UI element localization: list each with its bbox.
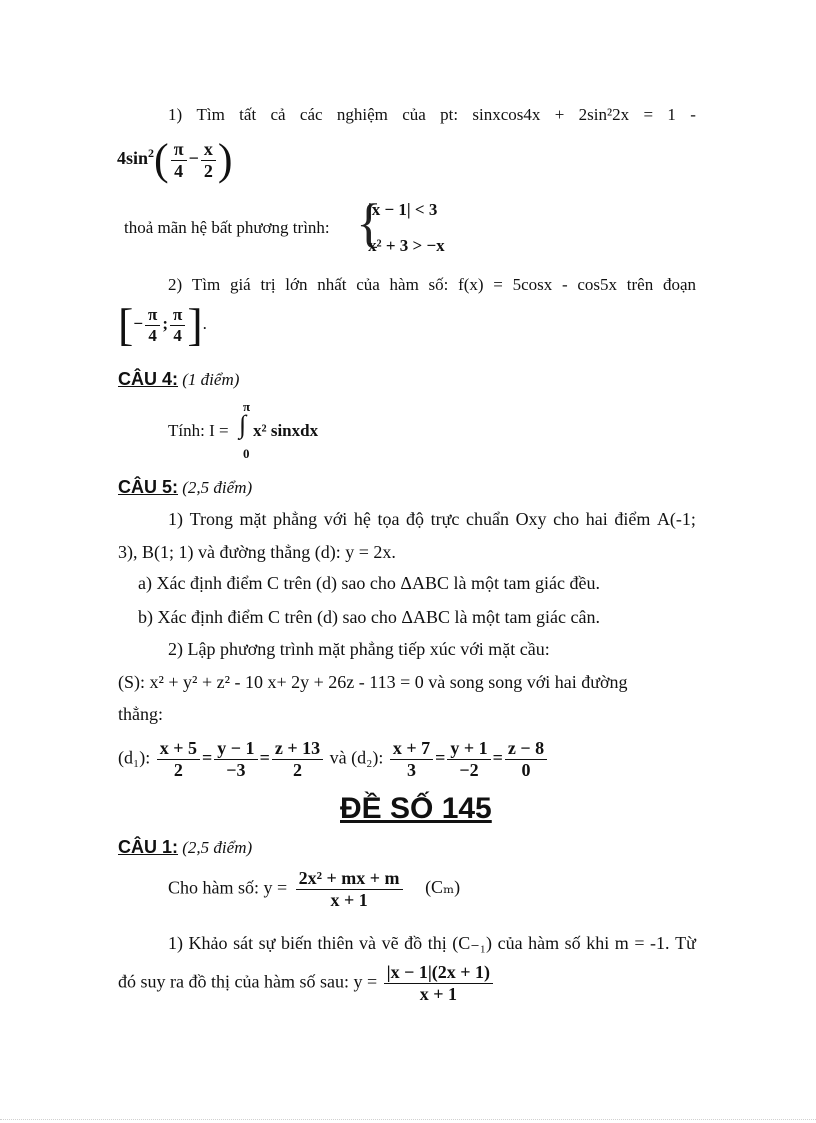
word: sinxcos4x bbox=[472, 105, 541, 124]
word: 2sin²2x bbox=[578, 105, 630, 124]
system-brace: { bbox=[356, 193, 382, 253]
word: Tìm bbox=[196, 105, 225, 124]
word: Trong bbox=[189, 509, 233, 529]
d2-label: (d₂): bbox=[351, 747, 384, 768]
q5-part-a: a) Xác định điểm C trên (d) sao cho ΔABC là một tam giác đều. bbox=[138, 573, 600, 593]
q5-part1-line1 bbox=[168, 510, 696, 528]
left-bracket: [ bbox=[118, 299, 134, 350]
word: mặt bbox=[239, 509, 267, 529]
word: -1. bbox=[650, 933, 670, 953]
q4-heading-row bbox=[118, 370, 239, 388]
integrand: x² sinxdx bbox=[253, 421, 319, 440]
word: điểm bbox=[614, 509, 651, 529]
word: sát bbox=[233, 933, 254, 953]
word: + bbox=[554, 105, 565, 124]
word: Tìm bbox=[191, 275, 221, 294]
word: nghiệm bbox=[336, 105, 388, 124]
system-line-2: x² + 3 > −x bbox=[368, 236, 445, 255]
word: sự bbox=[258, 933, 276, 953]
integral-lower-limit: 0 bbox=[243, 446, 250, 461]
word: Khảo bbox=[188, 933, 228, 953]
integral-sign: ∫ bbox=[239, 410, 247, 439]
word: tọa bbox=[377, 509, 400, 529]
word: lớn bbox=[285, 275, 308, 294]
word: hàm bbox=[389, 275, 419, 294]
word: hàm bbox=[528, 933, 560, 953]
word: vẽ bbox=[381, 933, 399, 953]
q5-heading-row bbox=[118, 478, 252, 496]
word: 1) bbox=[168, 933, 183, 953]
d1-label: (d₁): bbox=[118, 747, 151, 768]
word: (C₋₁) bbox=[452, 933, 493, 953]
left-paren: ( bbox=[154, 135, 169, 184]
q5-part2-line1: 2) Lập phương trình mặt phẳng tiếp xúc với mặt cầu: bbox=[168, 639, 550, 659]
exam-title: ĐỀ SỐ 145 bbox=[340, 792, 492, 825]
word: khi bbox=[586, 933, 610, 953]
q1-part1-line2: đó suy ra đồ thị của hàm số sau: y = $\frac{|x - 1|(2x + 1)}{x + 1}$ bbox=[118, 962, 495, 1004]
word: pt: bbox=[440, 105, 459, 124]
q4-text: Tính: I = bbox=[168, 421, 229, 440]
word: của bbox=[356, 275, 380, 294]
word: trên bbox=[626, 275, 654, 294]
q3-part1-line1 bbox=[168, 106, 696, 123]
word: với bbox=[323, 509, 348, 529]
word: f(x) bbox=[458, 275, 484, 294]
q5-part-b: b) Xác định điểm C trên (d) sao cho ΔABC là một tam giác cân. bbox=[138, 607, 600, 627]
word: thị bbox=[427, 933, 447, 953]
word: số bbox=[564, 933, 581, 953]
right-bracket: ] bbox=[187, 299, 203, 350]
word: và bbox=[359, 933, 377, 953]
word: cả bbox=[270, 105, 286, 124]
q1-points: (2,5 điểm) bbox=[182, 838, 253, 857]
word: của bbox=[402, 105, 426, 124]
q5-part1-line2: 3), B(1; 1) và đường thẳng (d): y = 2x. bbox=[118, 542, 396, 562]
word: = bbox=[493, 275, 503, 294]
sin-func: sin bbox=[126, 148, 149, 169]
word: m bbox=[614, 933, 629, 953]
right-paren: ) bbox=[217, 135, 233, 184]
interval: [− $\frac{\pi}{4}$ ; $\frac{\pi}{4}$ ]. bbox=[118, 299, 207, 350]
q1-part1-line1 bbox=[168, 934, 696, 952]
q5-part2-line3: thẳng: bbox=[118, 704, 163, 724]
word: Từ bbox=[675, 933, 696, 953]
word: = bbox=[634, 933, 645, 953]
word: cos5x bbox=[577, 275, 618, 294]
word: A(-1; bbox=[656, 509, 696, 529]
word: 5cosx bbox=[512, 275, 553, 294]
word: trị bbox=[260, 275, 276, 294]
word: của bbox=[497, 933, 523, 953]
word: - bbox=[690, 105, 696, 124]
word: cho bbox=[553, 509, 580, 529]
word: tất bbox=[239, 105, 257, 124]
q1-heading: CÂU 1: bbox=[118, 837, 179, 857]
word: 1) bbox=[168, 509, 183, 529]
word: các bbox=[299, 105, 323, 124]
word: đoạn bbox=[662, 275, 696, 294]
word: hệ bbox=[353, 509, 371, 529]
word: phẳng bbox=[273, 509, 318, 529]
curve-label: (Cₘ) bbox=[425, 877, 461, 898]
word: 2) bbox=[168, 275, 183, 294]
word: = bbox=[643, 105, 654, 124]
word: nhất bbox=[317, 275, 347, 294]
word: biến bbox=[280, 933, 312, 953]
q5-heading: CÂU 5: bbox=[118, 477, 179, 497]
q3-part2-line1 bbox=[168, 276, 696, 293]
word: hai bbox=[585, 509, 608, 529]
q3-part1-line2: $4\sin^2$( $\frac{\pi}{4}$ − $\frac{x}{2}$ ) bbox=[117, 135, 233, 184]
word: đồ bbox=[404, 933, 423, 953]
word: số: bbox=[428, 275, 449, 294]
word: 1) bbox=[168, 105, 183, 124]
page-bottom-divider bbox=[0, 1119, 816, 1120]
word: độ bbox=[406, 509, 425, 529]
q1-heading-row bbox=[118, 838, 252, 856]
word: thiên bbox=[317, 933, 354, 953]
word: Oxy bbox=[515, 509, 547, 529]
q4-heading: CÂU 4: bbox=[118, 369, 179, 389]
word: 1 bbox=[667, 105, 676, 124]
line-equations: (d₁): $\frac{x + 5}{2}$ = $\frac{y - 1}{-3}$ = $\frac{z + 13}{2}$ và (d₂): $\frac{x + 7}{3}$ = $\frac{y + 1}{-2}$ = $\frac{z - 8}{0}$ bbox=[118, 738, 549, 780]
word: giá bbox=[229, 275, 251, 294]
q4-points: (1 điểm) bbox=[182, 370, 240, 389]
word: trực bbox=[430, 509, 460, 529]
system-intro: thoả mãn hệ bất phương trình: bbox=[124, 218, 330, 237]
q5-points: (2,5 điểm) bbox=[182, 478, 253, 497]
word: chuẩn bbox=[465, 509, 509, 529]
q5-part2-line2: (S): x² + y² + z² - 10 x+ 2y + 26z - 113 = 0 và song song với hai đường bbox=[118, 672, 628, 692]
system-line-1: |x − 1| < 3 bbox=[368, 200, 438, 219]
integral-upper-limit: π bbox=[243, 399, 251, 414]
q1-function: Cho hàm số: y = $\frac{\text{2x² + mx + m}}{x + 1}$ (Cₘ) bbox=[168, 868, 461, 910]
word: - bbox=[562, 275, 568, 294]
